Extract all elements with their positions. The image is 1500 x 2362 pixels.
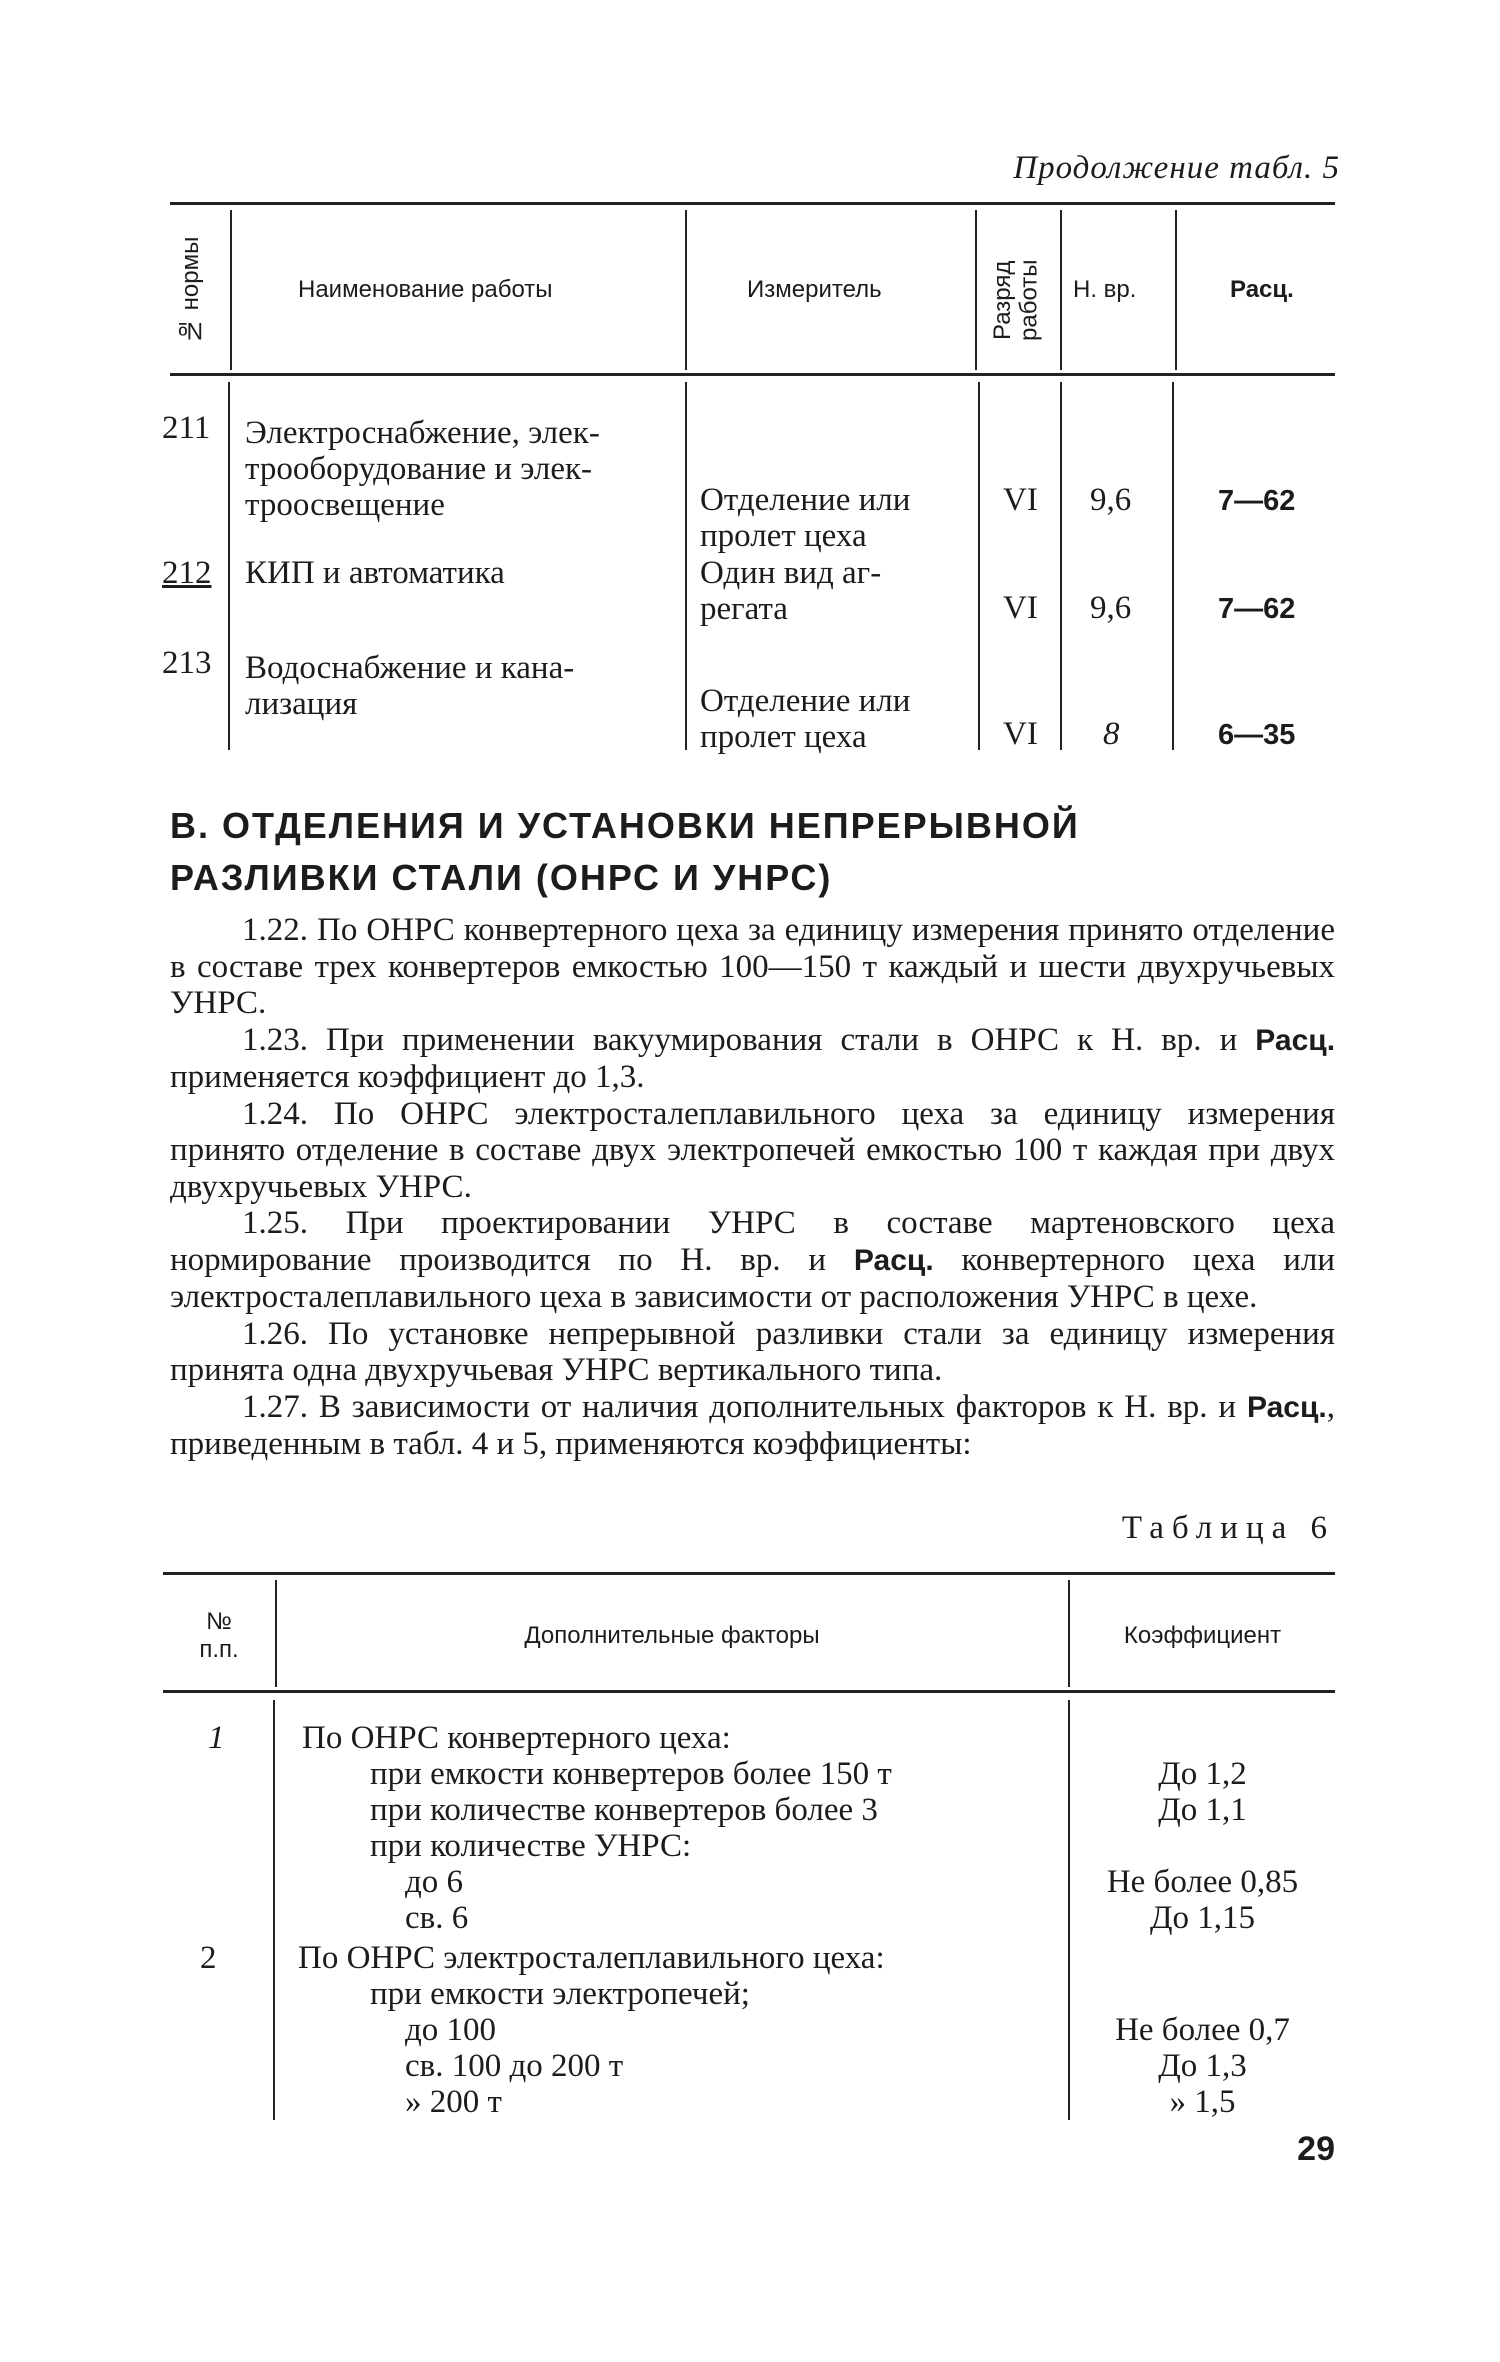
table-top-rule: [170, 202, 1335, 205]
column-divider: [1060, 210, 1062, 370]
section-heading: В. ОТДЕЛЕНИЯ И УСТАНОВКИ НЕПРЕРЫВНОЙ РАЗЛИВКИ СТАЛИ (ОНРС И УНРС): [170, 805, 1080, 898]
row-rate: 7—62: [1218, 485, 1296, 517]
factor-line: до 6: [405, 1864, 464, 1900]
paragraph-1-27: 1.27. В зависимости от наличия дополнительных факторов к Н. вр. и Расц., приведенным в табл. 4 и 5, применяются коэффициенты:: [170, 1388, 1335, 1462]
column-divider: [228, 382, 230, 750]
column-divider: [1060, 382, 1062, 750]
coefficient-value: Не более 0,85: [1106, 1864, 1299, 1900]
header-work-name: Наименование работы: [298, 276, 553, 303]
coefficient-value: До 1,1: [1158, 1792, 1247, 1828]
row-number: 212: [162, 555, 212, 591]
paragraph-1-22: 1.22. По ОНРС конвертерного цеха за единицу измерения принято отделение в составе трех конвертеров емкостью 100—150 т каждый и шести двухручьевых УНРС.: [170, 912, 1335, 1021]
header-unit: Измеритель: [747, 276, 882, 303]
table-top-rule: [163, 1572, 1335, 1575]
row-unit: Отделение или пролет цеха: [700, 683, 911, 755]
factor-line: до 100: [405, 2012, 497, 2048]
paragraph-1-23: 1.23. При применении вакуумирования стали в ОНРС к Н. вр. и Расц. применяется коэффициент до 1,3.: [170, 1021, 1336, 1095]
factor-line: при емкости конвертеров более 150 т: [370, 1756, 892, 1792]
paragraph-1-24: 1.24. По ОНРС электросталеплавильного цеха за единицу измерения принято отделение в составе двух электропечей емкостью 100 т каждая при двух двухручьевых УНРС.: [170, 1095, 1336, 1205]
factor-title: По ОНРС электросталеплавильного цеха:: [298, 1940, 885, 1976]
column-divider: [975, 210, 977, 370]
row-work-name: КИП и автоматика: [245, 555, 505, 591]
table-6-title: Таблица 6: [1121, 1510, 1335, 1546]
row-time: 9,6: [1090, 590, 1132, 626]
row-time: 8: [1103, 716, 1120, 752]
column-divider: [1172, 382, 1174, 750]
row-grade: VI: [1003, 482, 1038, 518]
column-divider: [685, 382, 687, 750]
header-norm-time: Н. вр.: [1073, 276, 1137, 303]
factor-line: св. 100 до 200 т: [405, 2048, 624, 2084]
column-divider: [273, 1700, 275, 2120]
factor-title: По ОНРС конвертерного цеха:: [302, 1720, 731, 1756]
page-number: 29: [1297, 2130, 1335, 2168]
table-continuation-caption: Продолжение табл. 5: [1013, 150, 1340, 186]
table-header-rule: [163, 1690, 1335, 1693]
header-work-grade: Разряд работы: [989, 259, 1043, 341]
header-row-number: № п.п.: [199, 1608, 239, 1663]
coefficient-value: » 1,5: [1169, 2084, 1236, 2120]
row-unit: Один вид аг- регата: [700, 555, 882, 627]
row-number: 2: [200, 1940, 217, 1976]
row-grade: VI: [1003, 716, 1038, 752]
row-rate: 7—62: [1218, 593, 1296, 625]
column-divider: [978, 382, 980, 750]
row-rate: 6—35: [1218, 719, 1296, 751]
factor-line: » 200 т: [405, 2084, 502, 2120]
body-paragraphs: [170, 912, 1335, 1463]
row-time: 9,6: [1090, 482, 1132, 518]
row-number: 1: [208, 1720, 225, 1756]
header-rate: Расц.: [1230, 276, 1294, 303]
column-divider: [230, 210, 232, 370]
factor-line: при количестве УНРС:: [370, 1828, 692, 1864]
header-additional-factors: Дополнительные факторы: [524, 1622, 820, 1649]
coefficient-value: Не более 0,7: [1115, 2012, 1290, 2048]
row-work-name: Электроснабжение, элек- трооборудование и элек- троосвещение: [245, 415, 600, 523]
row-number: 213: [162, 645, 212, 681]
paragraph-1-26: 1.26. По установке непрерывной разливки стали за единицу измерения принята одна двухручьевая УНРС вертикального типа.: [170, 1315, 1336, 1388]
factor-line: св. 6: [405, 1900, 469, 1936]
coefficient-value: До 1,15: [1149, 1900, 1255, 1936]
header-norm-number: № нормы: [177, 236, 204, 344]
table-header-rule: [170, 373, 1335, 376]
coefficient-value: До 1,3: [1158, 2048, 1247, 2084]
row-unit: Отделение или пролет цеха: [700, 482, 911, 554]
coefficient-value: До 1,2: [1158, 1756, 1247, 1792]
row-grade: VI: [1003, 590, 1038, 626]
paragraph-1-25: 1.25. При проектировании УНРС в составе мартеновского цеха нормирование производится по Н. вр. и Расц. конвертерного цеха или электросталеплавильного цеха в зависимости от расположения УНРС в цехе.: [170, 1205, 1336, 1315]
column-divider: [685, 210, 687, 370]
header-coefficient: Коэффициент: [1123, 1622, 1282, 1649]
row-work-name: Водоснабжение и кана- лизация: [245, 650, 575, 722]
row-number: 211: [162, 410, 211, 446]
factor-line: при емкости электропечей;: [370, 1976, 750, 2012]
column-divider: [1175, 210, 1177, 370]
factor-line: при количестве конвертеров более 3: [370, 1792, 878, 1828]
